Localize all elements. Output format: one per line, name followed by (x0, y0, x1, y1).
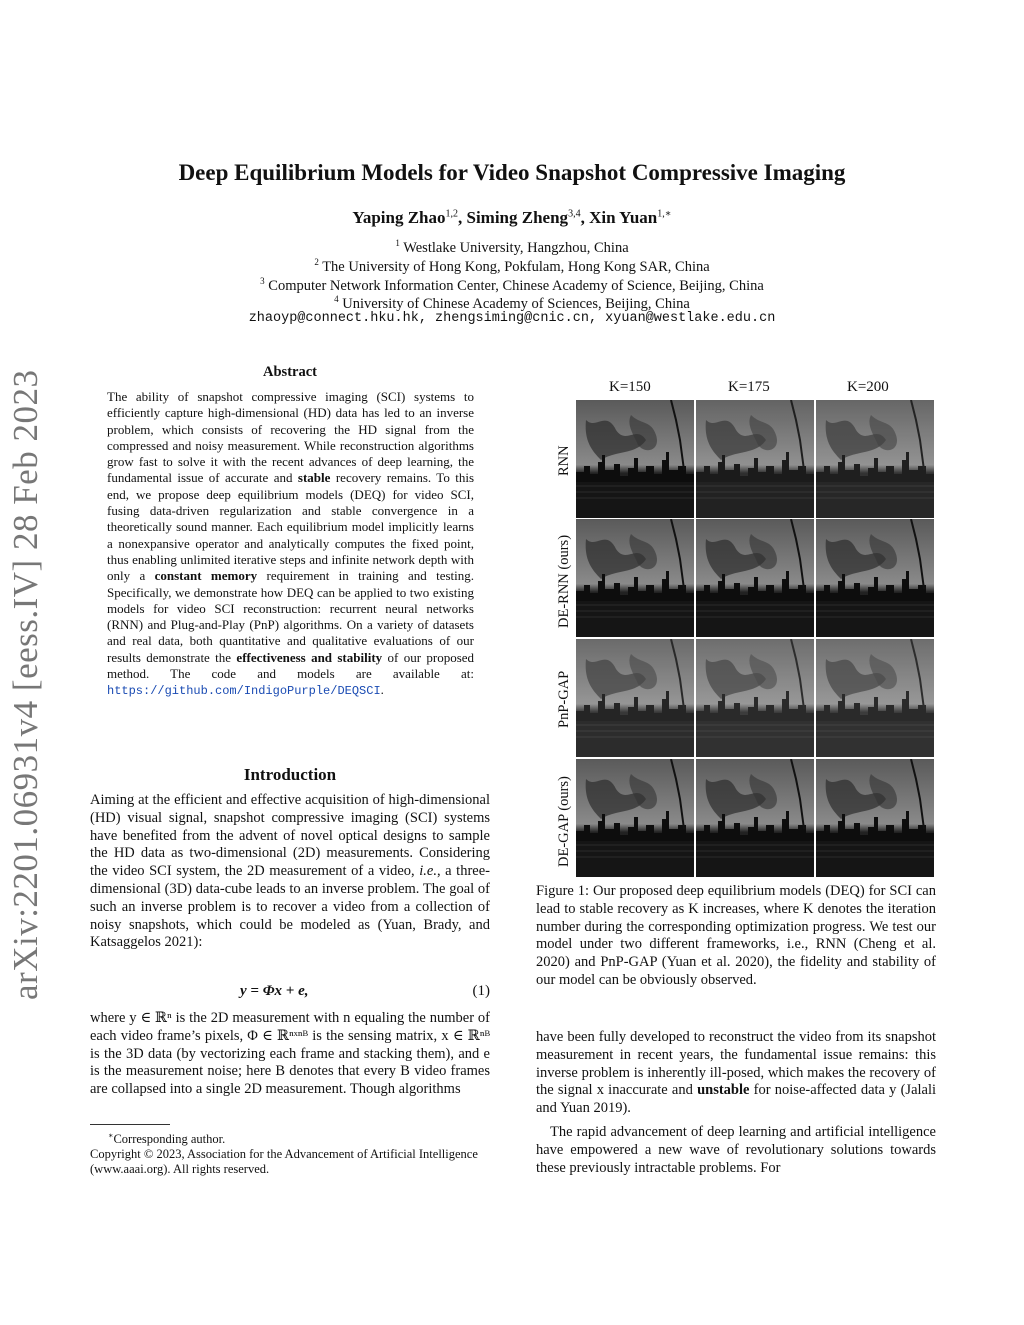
figure-panel-pnpgap-k200 (816, 639, 934, 757)
author-name: Yaping Zhao (352, 208, 446, 227)
paragraph-emphasis: i.e. (419, 863, 437, 880)
affiliation-text: Westlake University, Hangzhou, China (403, 239, 629, 256)
abstract-text: recovery remains. To this end, we propose deep equilibrium models (DEQ) for video SCI, fusing data-driven regularization and stable convergence in a theoretically sound manner. Each equilibrium model implicitly learns a nonexpansive operator and analytically computes the fixed point, thus enabling unlimited iterative steps and infinite network depth with only a (107, 470, 475, 584)
figure-panel-dernn-k200 (816, 519, 934, 637)
abstract-emphasis: stable (297, 470, 331, 486)
figure-row-label: DE-RNN (ours) (556, 534, 572, 628)
figure-row-label: RNN (556, 445, 572, 476)
figure-panel-dernn-k175 (696, 519, 814, 637)
abstract-emphasis: effectiveness and stability (236, 649, 383, 665)
code-repository-link[interactable]: https://github.com/IndigoPurple/DEQSCI (107, 684, 381, 699)
intro-paragraph: where y ∈ ℝⁿ is the 2D measurement with n equaling the number of each video frame’s pixels, Φ ∈ ℝⁿˣⁿᴮ is the sensing matrix, x ∈ ℝⁿᴮ is the 3D data (by vectorizing each frame and stacking them), and e is the measurement noise; here B denotes that every B video frames are collapsed into a single 2D measurement. Though algorithms (90, 1010, 490, 1098)
affiliation-text: The University of Hong Kong, Pokfulam, Hong Kong SAR, China (322, 258, 710, 275)
author-name: Siming Zheng (466, 208, 569, 227)
section-heading-introduction: Introduction (243, 765, 337, 784)
affiliation-text: Computer Network Information Center, Chinese Academy of Science, Beijing, China (268, 277, 764, 294)
arxiv-stamp: arXiv:2201.06931v4 [eess.IV] 28 Feb 2023 (6, 369, 45, 1000)
footnote-text: Corresponding author. (113, 1132, 226, 1147)
body-paragraph: The rapid advancement of deep learning and artificial intelligence have empowered a new wave of revolutionary solutions towards these previously intractable problems. For (536, 1124, 936, 1176)
figure-panel-degap-k150 (576, 759, 694, 877)
paragraph-text: Aiming at the efficient and effective acquisition of high-dimensional (HD) visual signal, snapshot compressive imaging (SCI) systems have benefited from the advent of novel optical designs to sample the HD data as two-dimensional (2D) measurements. Considering the video SCI system, the 2D measurement of a video, (90, 792, 490, 880)
figure-panel-pnpgap-k175 (696, 639, 814, 757)
affiliation-number: 3 (260, 276, 265, 286)
figure-column-label: K=175 (728, 379, 770, 395)
footnote-mark: ∗ (108, 1131, 114, 1140)
affiliation (0, 290, 1024, 313)
figure-panel-degap-k200 (816, 759, 934, 877)
footnote-corresponding (90, 1128, 490, 1147)
figure-panel-pnpgap-k150 (576, 639, 694, 757)
paragraph-text: , a three-dimensional (3D) data-cube leads to an inverse problem. The goal of such an inverse problem is to recover a video from a collection of noisy snapshots, which could be modeled as (Yuan, Brady, and Katsaggelos 2021): (90, 863, 490, 951)
author-list (0, 208, 1024, 228)
abstract-body: The ability of snapshot compressive imaging (SCI) systems to efficiently capture high-dimensional (HD) data has led to an inverse problem, which consists of recovering the HD signal from the compressed and noisy measurement. While reconstruction algorithms grow fast to solve it with the recent advances of deep learning, the fundamental issue of accurate and stable recovery remains. To this end, we propose deep equilibrium models (DEQ) for video SCI, fusing data-driven regularization and stable convergence in a theoretically sound manner. Each equilibrium model implicitly learns a nonexpansive operator and analytically computes the fixed point, thus enabling unlimited iterative steps and infinite network depth with only a constant memory requirement in training and testing. Specifically, we demonstrate how DEQ can be applied to two existing models for video SCI reconstruction: recurrent neural networks (RNN) and Plug-and-Play (PnP) algorithms. On a variety of datasets and real data, both quantitative and qualitative evaluations of our results demonstrate the effectiveness and stability of our proposed method. The code and models are available at: https://github.com/IndigoPurple/DEQSCI. (107, 389, 475, 699)
paragraph-text: for noise-affected data y (Jalali and Yuan 2019). (536, 1082, 937, 1117)
figure-row-label: DE-GAP (ours) (556, 776, 572, 867)
author-name: Xin Yuan (589, 208, 658, 227)
author-separator: , (458, 208, 467, 227)
figure-column-label: K=150 (609, 379, 651, 395)
author-affil-mark: 1,∗ (657, 208, 672, 220)
figure-panel-degap-k175 (696, 759, 814, 877)
footnote (90, 1128, 490, 1177)
figure-caption: Figure 1: Our proposed deep equilibrium models (DEQ) for SCI can lead to stable recovery as K increases, where K denotes the iteration number during the corresponding optimization progress. We test our model under two different frameworks, i.e., RNN (Cheng et al. 2020) and PnP-GAP (Yuan et al. 2020), the fidelity and stability of our model can be obviously observed. (536, 883, 936, 988)
abstract-emphasis: constant memory (154, 568, 258, 584)
paragraph-emphasis: unstable (697, 1082, 750, 1099)
affiliation-number: 4 (334, 294, 339, 304)
affiliation-number: 2 (314, 257, 319, 267)
affiliation-text: University of Chinese Academy of Sciences, Beijing, China (342, 295, 690, 312)
abstract-text: of our proposed method. The code and models are available at: (107, 649, 475, 682)
author-affil-mark: 3,4 (568, 208, 581, 220)
footnote-rule (90, 1124, 170, 1125)
copyright-notice: Copyright © 2023, Association for the Advancement of Artificial Intelligence (www.aaai.org). All rights reserved. (90, 1147, 478, 1177)
affiliation-number: 1 (395, 238, 400, 248)
body-paragraph (536, 1029, 936, 1118)
author-emails: zhaoyp@connect.hku.hk, zhengsiming@cnic.cn, xyuan@westlake.edu.cn (248, 311, 776, 326)
equation-body: y = Φx + e, (240, 983, 309, 999)
figure-panel-rnn-k150 (576, 400, 694, 518)
abstract-text: The ability of snapshot compressive imaging (SCI) systems to efficiently capture high-dimensional (HD) data has led to an inverse problem, which consists of recovering the HD signal from the compressed and noisy measurement. While reconstruction algorithms grow fast to solve it with the recent advances of deep learning, the fundamental issue of accurate and (107, 389, 474, 486)
abstract-text: requirement in training and testing. Specifically, we demonstrate how DEQ can be applied to two existing models for video SCI reconstruction: recurrent neural networks (RNN) and Plug-and-Play (PnP) algorithms. On a variety of datasets and real data, both quantitative and qualitative evaluations of our results demonstrate the (107, 568, 475, 665)
figure-row-label: PnP-GAP (556, 670, 572, 728)
equation-number: (1) (472, 983, 490, 999)
paragraph-text: have been fully developed to reconstruct the video from its snapshot measurement in recent years, the fundamental issue remains: this inverse problem is inherently ill-posed, which makes the recovery of the signal x inaccurate and (536, 1029, 936, 1099)
intro-paragraph (90, 792, 490, 952)
figure-panel-rnn-k200 (816, 400, 934, 518)
author-affil-mark: 1,2 (445, 208, 458, 220)
figure-panel-rnn-k175 (696, 400, 814, 518)
figure-panel-dernn-k150 (576, 519, 694, 637)
author-separator: , (580, 208, 590, 227)
abstract-heading: Abstract (263, 364, 317, 380)
figure-column-label: K=200 (847, 379, 889, 395)
paper-title: Deep Equilibrium Models for Video Snapshot Compressive Imaging (178, 160, 846, 185)
